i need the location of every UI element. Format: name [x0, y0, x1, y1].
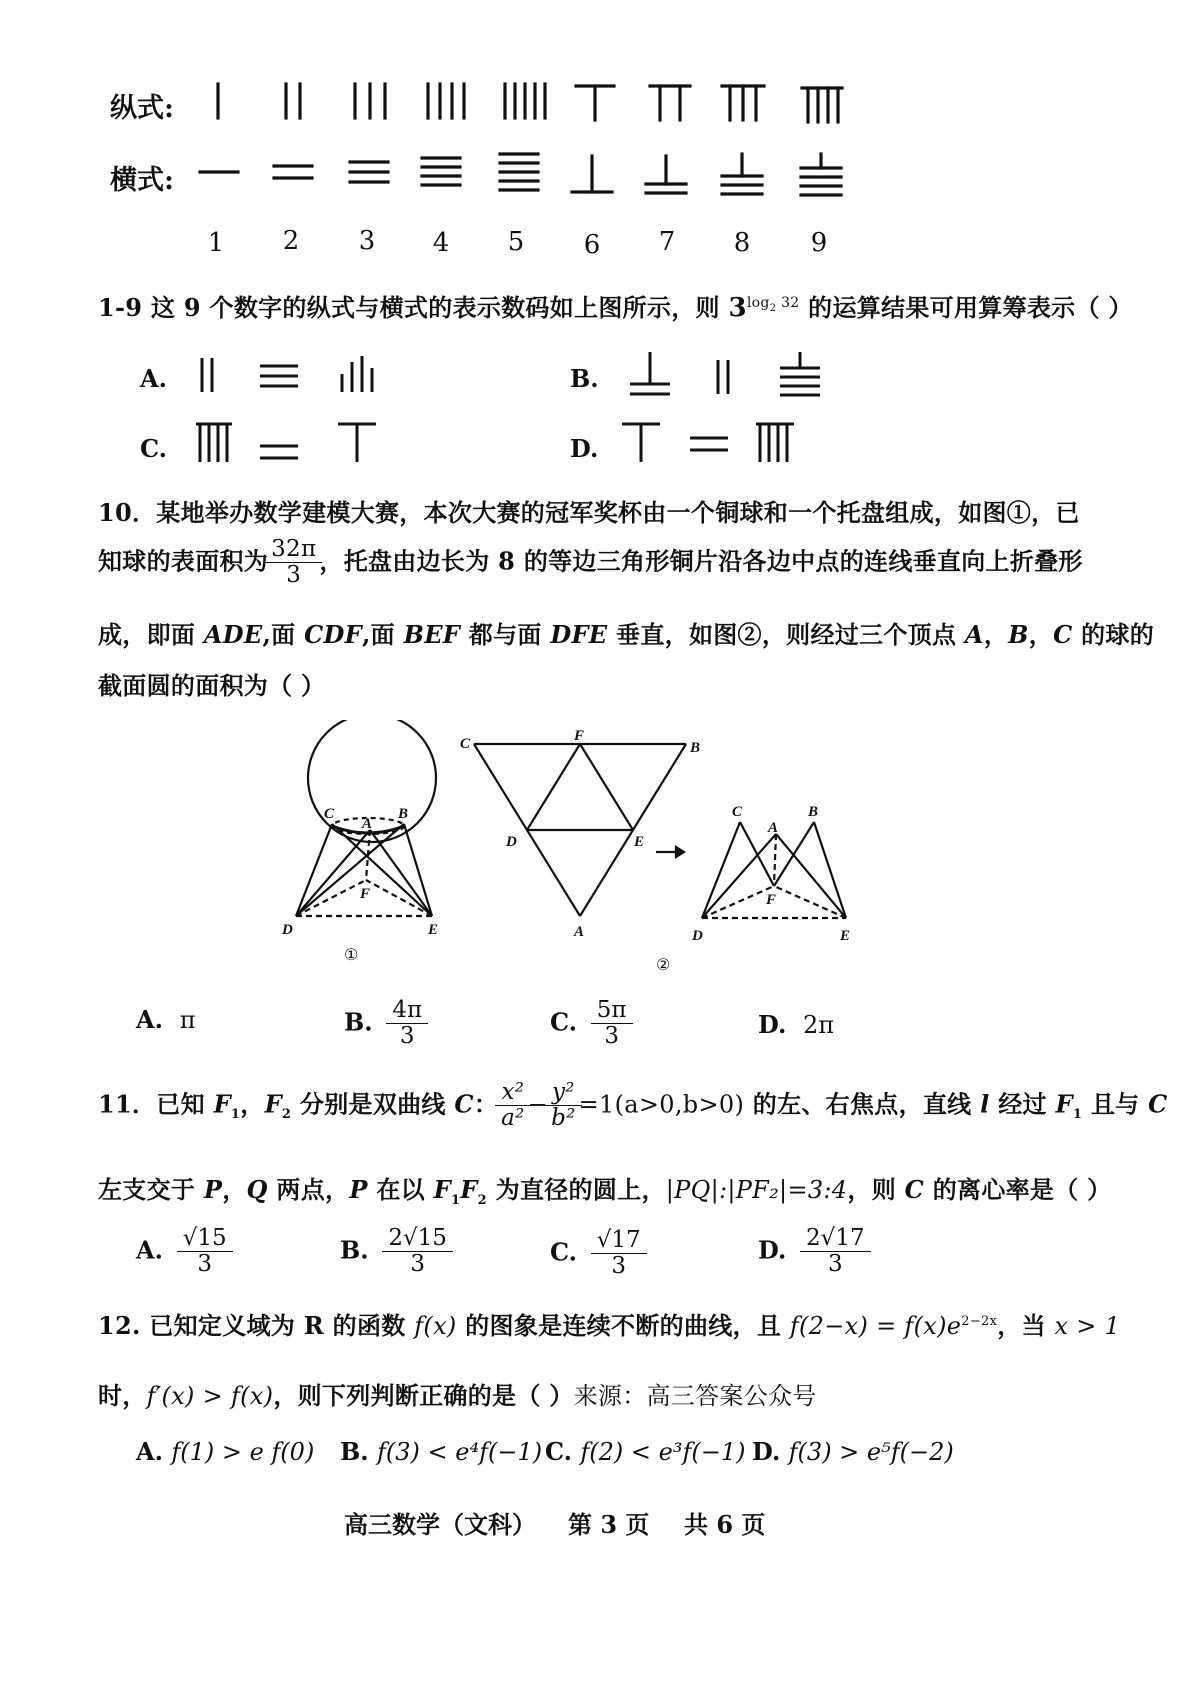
rod-horizontal-7: [646, 156, 686, 193]
rod-vertical-8: [722, 86, 764, 120]
fig1-label-d: D: [282, 922, 293, 938]
digit-label-8: 8: [733, 228, 751, 258]
q9-option-a-label: A.: [140, 364, 167, 393]
fig3-label-c: C: [732, 804, 743, 820]
rod-horizontal-8: [722, 154, 762, 194]
q10-option-c: C. $\frac{5\pi}{3}$: [550, 998, 630, 1050]
rod-horizontal-4: [422, 158, 460, 185]
q12-line2: 时，f′(x) > f(x)，则下列判断正确的是（ ）来源：高三答案公众号: [98, 1381, 817, 1410]
rod-horizontal-3: [350, 162, 388, 182]
q11-option-a: A. $\frac{√15}{3}$: [136, 1226, 230, 1278]
fig2-label-b: B: [690, 740, 701, 756]
q12-option-a: A. f(1) > e f(0): [136, 1437, 315, 1466]
q10-option-a: A. π: [136, 1005, 196, 1034]
digit-label-9: 9: [810, 228, 828, 258]
q12-line1: 12. 已知定义域为 R 的函数 f(x) 的图象是连续不断的曲线，且 $f(2-x) = f(x)e^{2-2x}$，当 x > 1: [98, 1311, 1121, 1340]
digit-label-2: 2: [282, 226, 300, 256]
q9-option-c-label: C.: [140, 434, 168, 463]
q12-option-b: B. f(3) < e⁴f(−1): [340, 1437, 543, 1466]
q11-option-b: B. $\frac{2√15}{3}$: [340, 1226, 450, 1278]
q9-c-rods: [196, 424, 376, 462]
q11-line1: 11．已知 $F_1$，$F_2$ 分别是双曲线 C： $\frac{\text{x²}}{\text{a²}}$ − $\frac{\text{y²}}{\text{b²}}$ =1(a>0,b>0) 的左、右焦点，直线 l 经过 $F_1$ 且与 C: [98, 1079, 1168, 1132]
fig1-label-e: E: [428, 922, 439, 938]
digit-label-6: 6: [583, 230, 601, 260]
q12-option-c: C. f(2) < e³f(−1): [545, 1437, 746, 1466]
rod-horizontal-5: [500, 154, 538, 190]
fig2-label-d: D: [506, 834, 517, 850]
q9-d-rods: [622, 424, 794, 462]
q9-options-rods: [0, 340, 1200, 480]
q9-stem: 1-9 这 9 个数字的纵式与横式的表示数码如上图所示，则 $3^{log_2 32}$ 的运算结果可用算筹表示（ ）: [98, 293, 1133, 323]
fig1-label-c: C: [324, 806, 335, 822]
rod-vertical-7: [650, 86, 690, 120]
q10-line4: 截面圆的面积为（ ）: [98, 671, 326, 700]
fig3-label-d: D: [692, 928, 703, 944]
footer-total-pages: 共 6 页: [684, 1510, 766, 1539]
fig2-label-e: E: [634, 834, 645, 850]
figure-arrow: [656, 847, 684, 857]
q11-option-d: D. $\frac{2√17}{3}$: [758, 1226, 868, 1278]
horizontal-form-label: 横式:: [110, 165, 174, 196]
q10-line3: 成，即面 ADE,面 CDF,面 BEF 都与面 DFE 垂直，如图②，则经过三个顶点 A，B，C 的球的: [98, 620, 1155, 649]
q10-line2: 知球的表面积为 $\frac{32\pi}{3}$ ，托盘由边长为 8 的等边三角形铜片沿各边中点的连线垂直向上折叠形: [98, 536, 1083, 589]
fig3-label-a: A: [768, 820, 779, 836]
fig2-label-c: C: [460, 736, 471, 752]
fig2-caption: ②: [656, 955, 671, 974]
rod-vertical-2: [286, 84, 300, 118]
rod-horizontal-2: [274, 166, 312, 178]
digit-label-4: 4: [432, 228, 450, 258]
fig3-label-b: B: [808, 804, 819, 820]
rod-vertical-5: [505, 84, 545, 118]
counting-rod-table: [0, 0, 1200, 260]
fig1-label-f: F: [360, 886, 371, 902]
digit-label-5: 5: [507, 227, 525, 257]
q10-option-b: B. $\frac{4\pi}{3}$: [344, 998, 425, 1050]
q9-a-rods: [202, 356, 372, 392]
q12-option-d: D. f(3) > e⁵f(−2): [752, 1437, 954, 1466]
q9-b-rods: [630, 352, 820, 395]
rod-horizontal-6: [572, 156, 612, 192]
footer-subject: 高三数学（文科）: [344, 1510, 536, 1539]
digit-label-3: 3: [358, 226, 376, 256]
rod-vertical-6: [576, 86, 614, 120]
q11-option-c: C. $\frac{√17}{3}$: [550, 1228, 644, 1280]
q10-line1: 10．某地举办数学建模大赛，本次大赛的冠军奖杯由一个铜球和一个托盘组成，如图①，已: [98, 498, 1080, 527]
rod-vertical-4: [428, 84, 464, 118]
fig3-label-e: E: [840, 928, 851, 944]
source-note: 来源：高三答案公众号: [573, 1382, 817, 1410]
q9-option-b-label: B.: [570, 364, 599, 393]
fig1-label-a: A: [362, 816, 373, 832]
rod-horizontal-9: [801, 154, 841, 195]
digit-label-1: 1: [207, 228, 225, 258]
q9-option-d-label: D.: [570, 434, 599, 463]
vertical-form-label: 纵式:: [110, 93, 174, 124]
fig2-label-a: A: [574, 924, 585, 940]
fig1-caption: ①: [344, 945, 359, 964]
fig1-label-b: B: [398, 806, 409, 822]
digit-label-7: 7: [658, 227, 676, 257]
q11-line2: 左支交于 P，Q 两点，P 在以 $F_1F_2$ 为直径的圆上，|PQ|:|PF₂|=3:4，则 C 的离心率是（ ）: [98, 1175, 1112, 1208]
rod-vertical-9: [802, 88, 842, 122]
footer-page-number: 第 3 页: [568, 1510, 650, 1539]
q10-figures: [0, 720, 1200, 980]
rod-vertical-3: [355, 84, 385, 118]
q10-option-d: D. 2π: [758, 1010, 835, 1039]
fig2-label-f: F: [574, 728, 585, 744]
figure-2-net: [474, 744, 686, 916]
fig3-label-f: F: [766, 892, 777, 908]
